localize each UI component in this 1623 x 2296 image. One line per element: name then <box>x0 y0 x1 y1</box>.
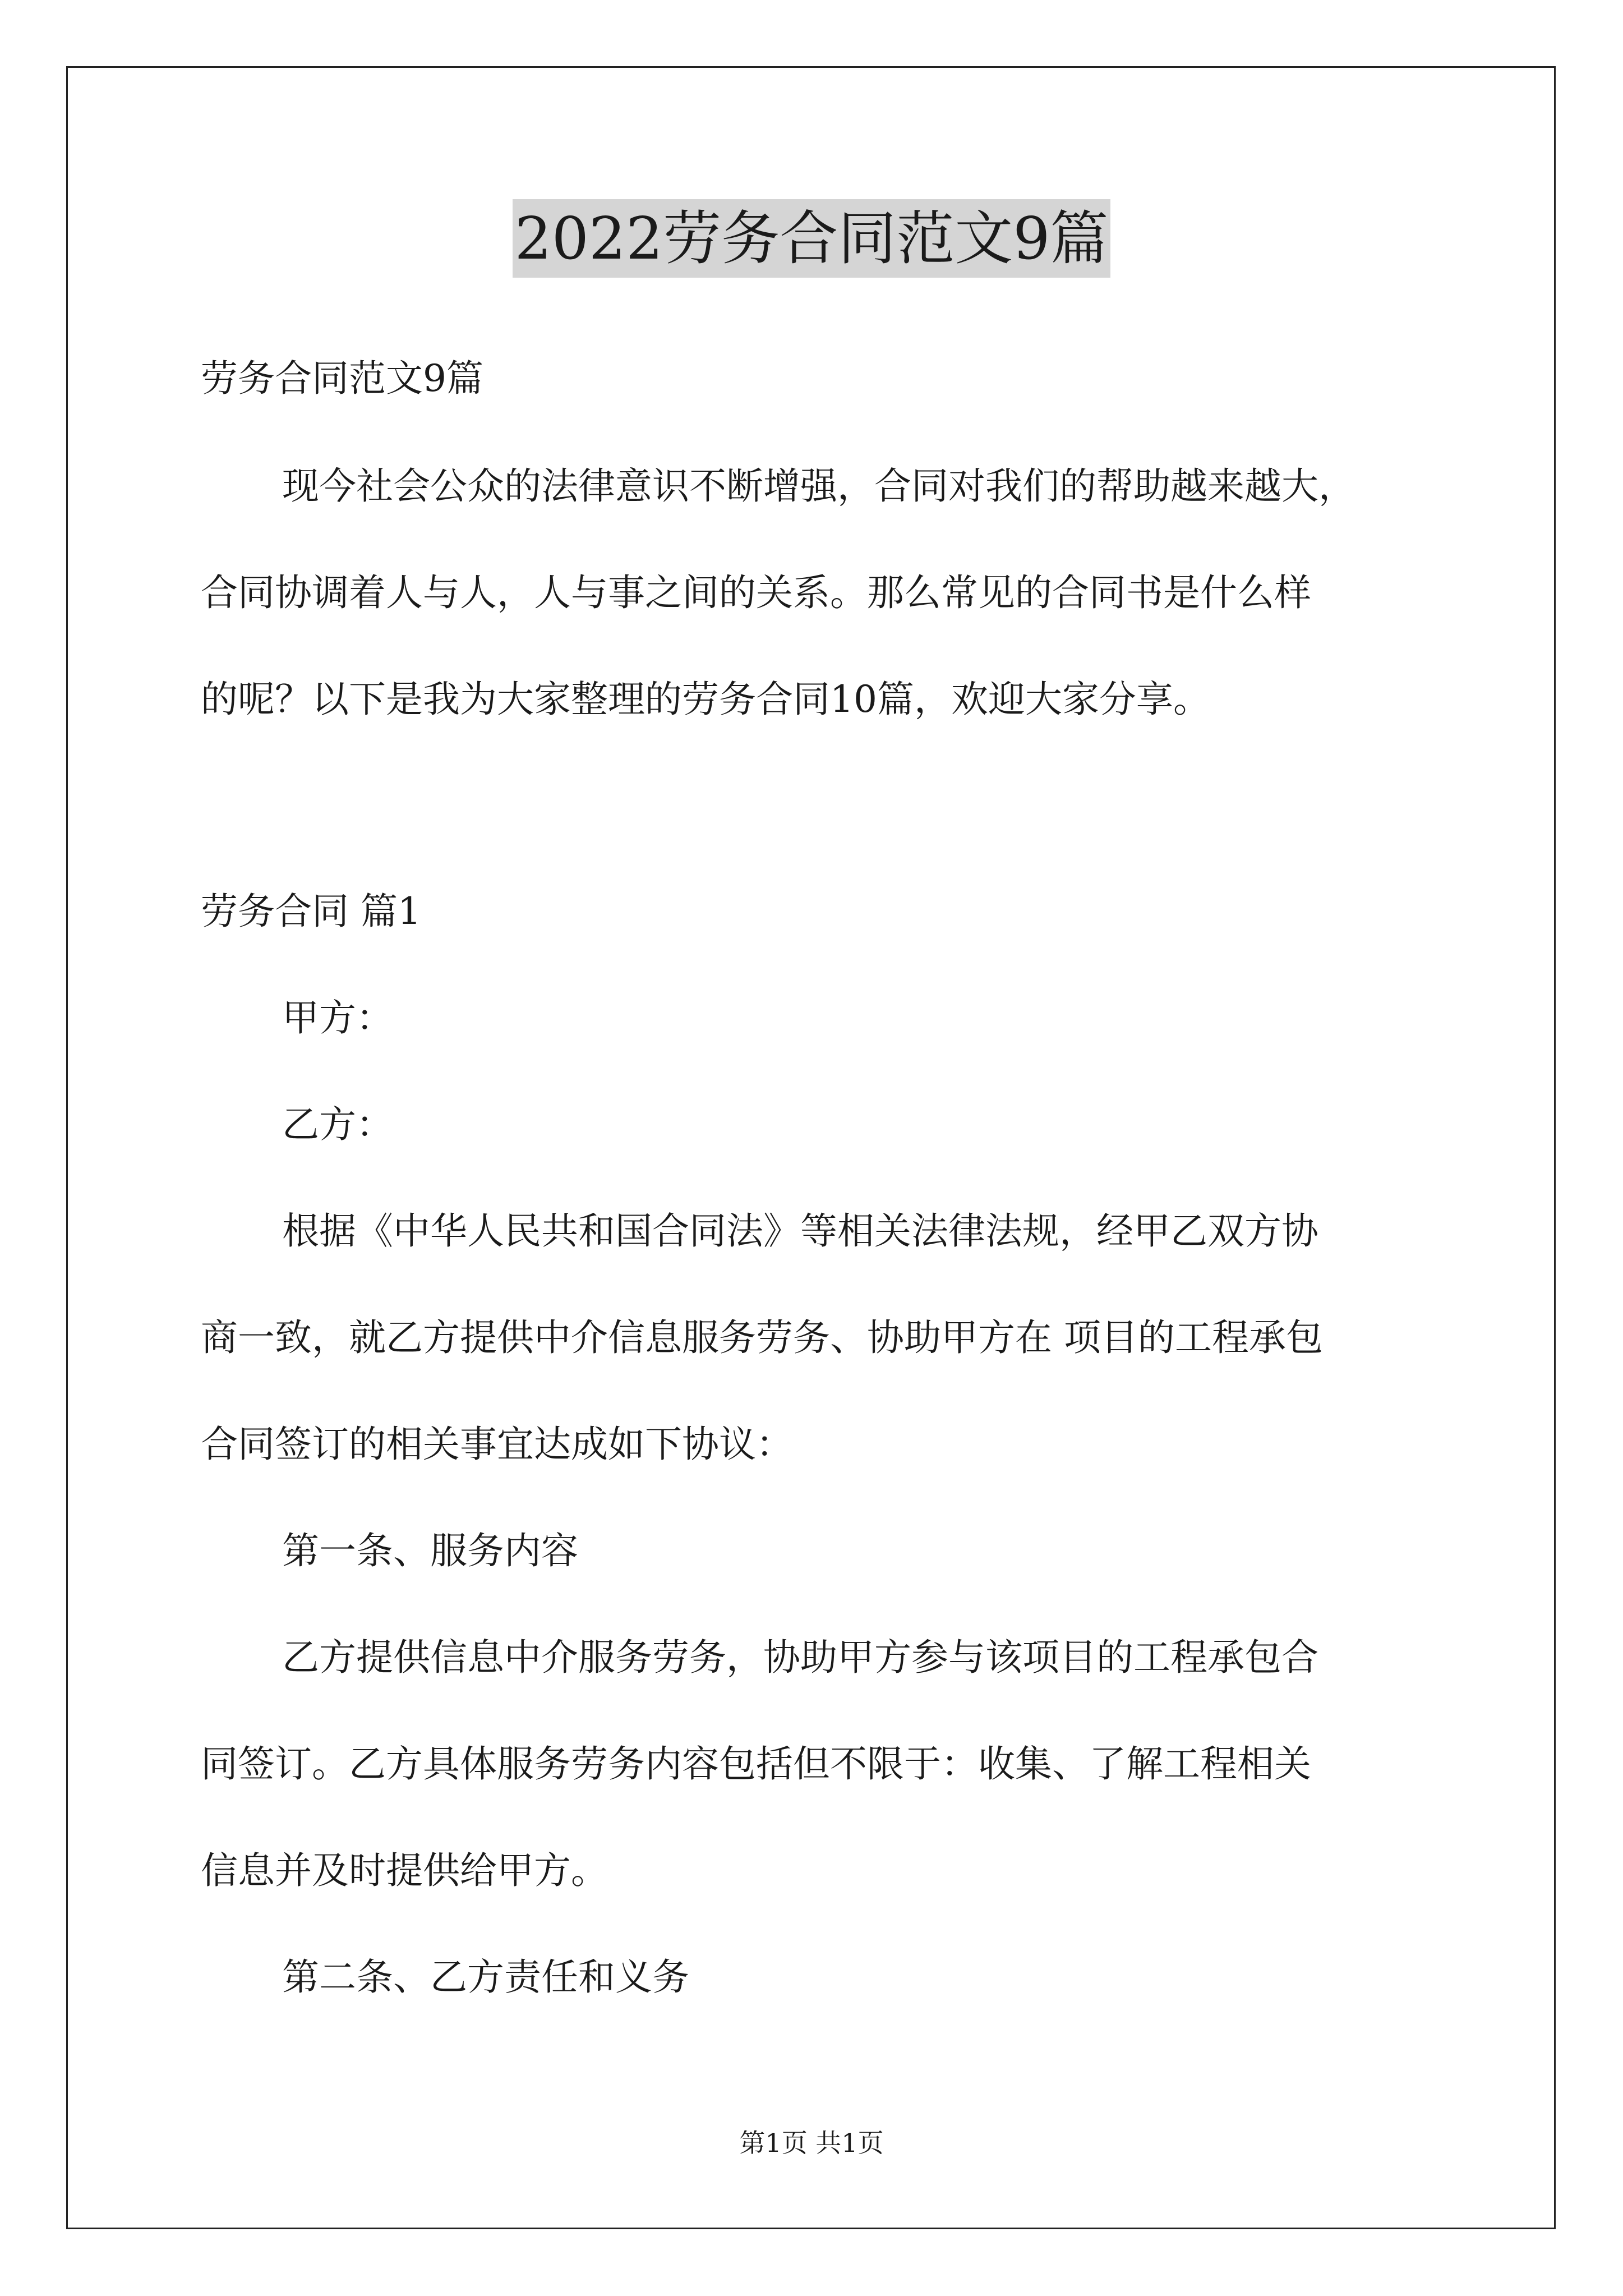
document-subtitle: 劳务合同范文9篇 <box>201 357 483 400</box>
party-a-label: 甲方： <box>282 996 393 1039</box>
party-b-label: 乙方： <box>282 1103 393 1146</box>
article-1-line-3: 信息并及时提供给甲方。 <box>201 1849 608 1892</box>
section-heading: 劳务合同 篇1 <box>201 890 421 933</box>
page-footer: 第1页 共1页 <box>739 2128 884 2158</box>
basis-line-3: 合同签订的相关事宜达成如下协议： <box>201 1423 793 1466</box>
intro-line-3: 的呢？以下是我为大家整理的劳务合同10篇，欢迎大家分享。 <box>201 678 1210 721</box>
intro-line-2: 合同协调着人与人，人与事之间的关系。那么常见的合同书是什么样 <box>201 571 1311 614</box>
article-2-heading: 第二条、乙方责任和义务 <box>282 1955 689 1999</box>
article-1-line-1: 乙方提供信息中介服务劳务，协助甲方参与该项目的工程承包合 <box>282 1636 1318 1679</box>
basis-line-1: 根据《中华人民共和国合同法》等相关法律法规，经甲乙双方协 <box>282 1209 1318 1253</box>
intro-line-1: 现今社会公众的法律意识不断增强，合同对我们的帮助越来越大， <box>282 464 1355 508</box>
document-title: 2022劳务合同范文9篇 <box>513 199 1111 278</box>
article-1-line-2: 同签订。乙方具体服务劳务内容包括但不限于：收集、了解工程相关 <box>201 1742 1311 1786</box>
article-1-heading: 第一条、服务内容 <box>282 1529 578 1572</box>
basis-line-2: 商一致，就乙方提供中介信息服务劳务、协助甲方在 项目的工程承包 <box>201 1316 1323 1359</box>
title-container <box>0 199 1623 278</box>
